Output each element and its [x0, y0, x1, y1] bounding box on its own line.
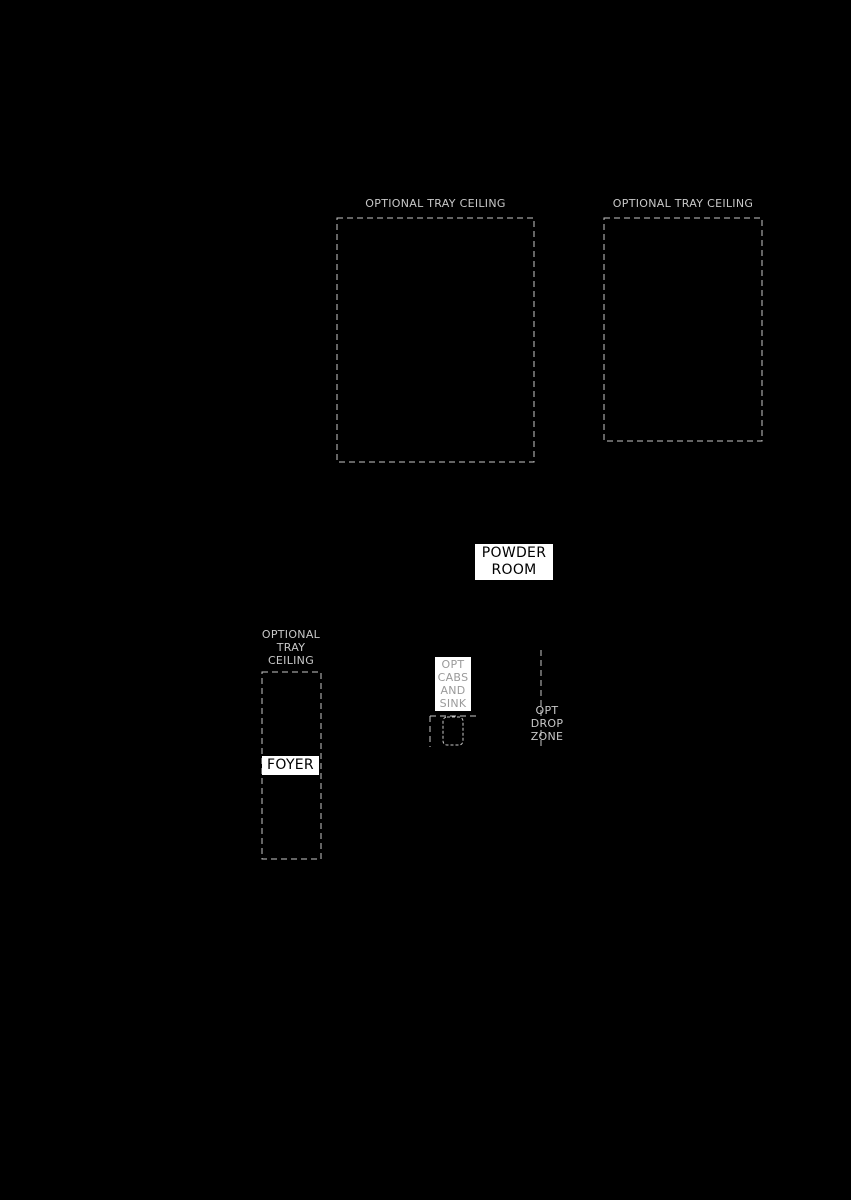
tray-ceiling-right-outline: [604, 218, 762, 441]
drop-zone-label-line-1: OPT: [535, 704, 559, 717]
drop-zone-label: [522, 704, 572, 743]
sink-outline: [443, 717, 463, 745]
drop-zone-label-line-3: ZONE: [530, 730, 564, 743]
foyer-tray-label-line-1: OPTIONAL: [261, 628, 321, 641]
foyer-tray-ceiling-label: [251, 628, 331, 667]
powder-room-label: [475, 544, 553, 580]
foyer-tray-label-line-2: TRAY: [276, 641, 306, 654]
foyer-tray-label-line-3: CEILING: [267, 654, 315, 667]
tray-ceiling-left-label: OPTIONAL TRAY CEILING: [365, 197, 506, 210]
powder-room-label-line-1: POWDER: [481, 545, 547, 561]
opt-cabs-label-line-3: AND: [440, 684, 466, 697]
opt-cabs-label-line-4: SINK: [439, 697, 467, 710]
opt-cabs-label-line-1: OPT: [441, 658, 465, 671]
opt-cabs-sink-label: [435, 657, 471, 711]
foyer-label: FOYER: [262, 756, 319, 775]
opt-cabs-label-line-2: CABS: [437, 671, 469, 684]
powder-room-label-line-2: ROOM: [491, 562, 537, 578]
drop-zone-label-line-2: DROP: [530, 717, 564, 730]
tray-ceiling-right-label: OPTIONAL TRAY CEILING: [612, 197, 754, 210]
tray-ceiling-left-outline: [337, 218, 534, 462]
